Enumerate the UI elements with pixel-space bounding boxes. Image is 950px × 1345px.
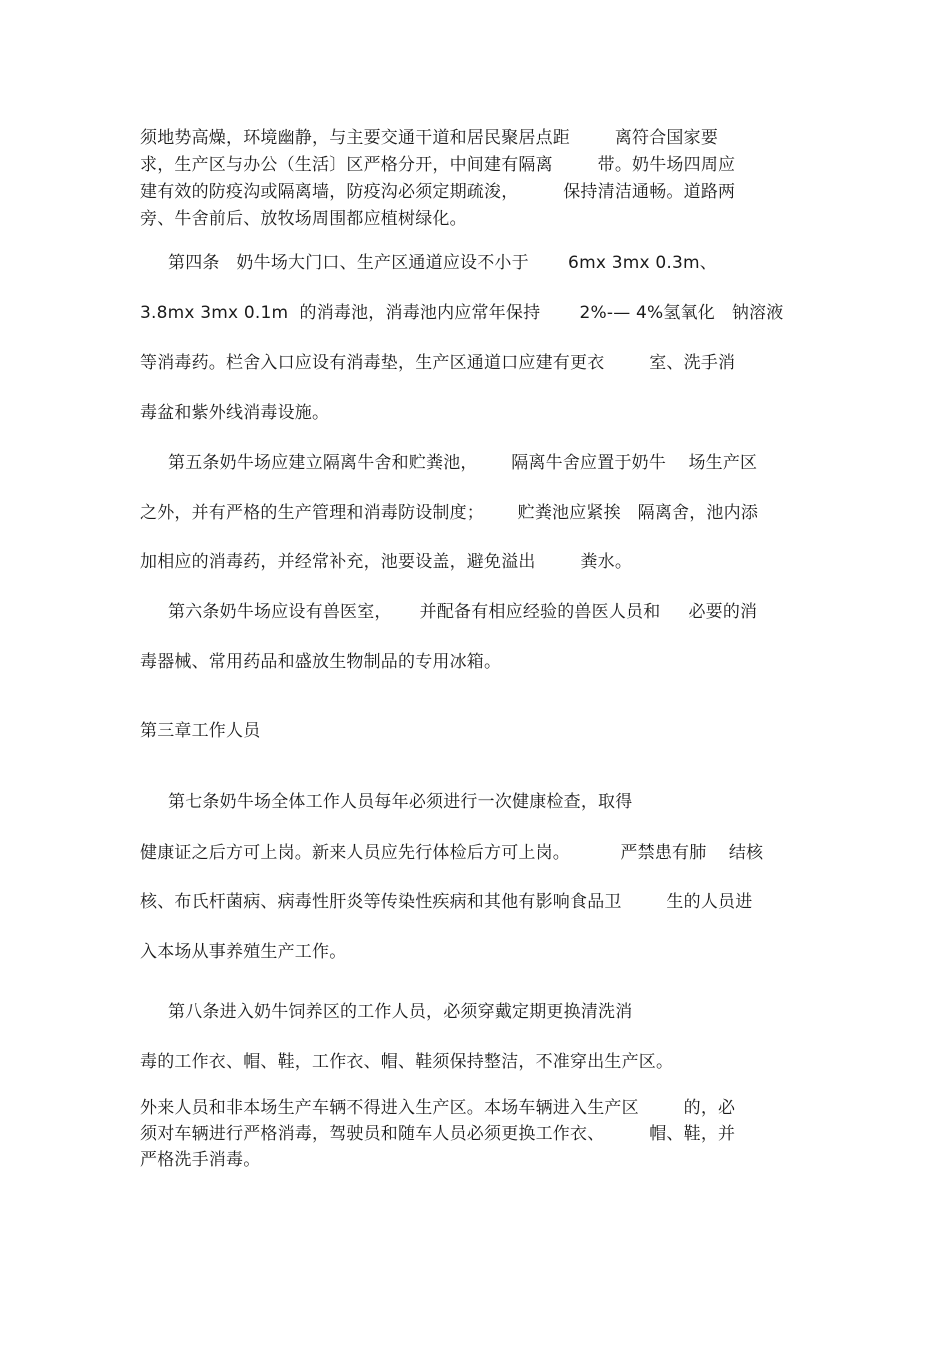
paragraph-line: 第四条 奶牛场大门口、生产区通道应设不小于 6mx 3mx 0.3m、 — [140, 253, 717, 273]
paragraph-line: 须对车辆进行严格消毒，驾驶员和随车人员必须更换工作衣、 帽、鞋，并 — [140, 1124, 736, 1144]
paragraph-line: 毒器械、常用药品和盛放生物制品的专用冰箱。 — [140, 652, 502, 672]
paragraph-line: 毒的工作衣、帽、鞋，工作衣、帽、鞋须保持整洁，不准穿出生产区。 — [140, 1052, 674, 1072]
paragraph-line: 第七条奶牛场全体工作人员每年必须进行一次健康检查，取得 — [140, 792, 633, 812]
paragraph-line: 健康证之后方可上岗。新来人员应先行体检后方可上岗。 严禁患有肺 结核 — [140, 843, 764, 863]
paragraph-line: 核、布氏杆菌病、病毒性肝炎等传染性疾病和其他有影响食品卫 生的人员进 — [140, 892, 753, 912]
paragraph-line: 加相应的消毒药，并经常补充，池要设盖，避免溢出 粪水。 — [140, 552, 633, 572]
paragraph-line: 外来人员和非本场生产车辆不得进入生产区。本场车辆进入生产区 的，必 — [140, 1098, 736, 1118]
paragraph-line: 求，生产区与办公（生活〕区严格分开，中间建有隔离 带。奶牛场四周应 — [140, 155, 736, 175]
paragraph-line: 之外，并有严格的生产管理和消毒防设制度； 贮粪池应紧挨 隔离舍，池内添 — [140, 503, 759, 523]
paragraph-line: 毒盆和紫外线消毒设施。 — [140, 403, 330, 423]
chapter-heading: 第三章工作人员 — [140, 721, 261, 741]
paragraph-line: 等消毒药。栏舍入口应设有消毒垫，生产区通道口应建有更衣 室、洗手消 — [140, 353, 736, 373]
paragraph-line: 第六条奶牛场应设有兽医室， 并配备有相应经验的兽医人员和 必要的消 — [140, 602, 758, 622]
paragraph-line: 第八条进入奶牛饲养区的工作人员，必须穿戴定期更换清洗消 — [140, 1002, 633, 1022]
paragraph-line: 入本场从事养殖生产工作。 — [140, 942, 347, 962]
paragraph-line: 建有效的防疫沟或隔离墙，防疫沟必须定期疏浚， 保持清洁通畅。道路两 — [140, 182, 736, 202]
paragraph-line: 3.8mx 3mx 0.1m 的消毒池，消毒池内应常年保持 2%-— 4%氢氧化 钠溶液 — [140, 303, 784, 323]
paragraph-line: 严格洗手消毒。 — [140, 1150, 261, 1170]
paragraph-line: 须地势高燥，环境幽静，与主要交通干道和居民聚居点距 离符合国家要 — [140, 128, 719, 148]
paragraph-line: 第五条奶牛场应建立隔离牛舍和贮粪池， 隔离牛舍应置于奶牛 场生产区 — [140, 453, 758, 473]
paragraph-line: 旁、牛舍前后、放牧场周围都应植树绿化。 — [140, 209, 467, 229]
